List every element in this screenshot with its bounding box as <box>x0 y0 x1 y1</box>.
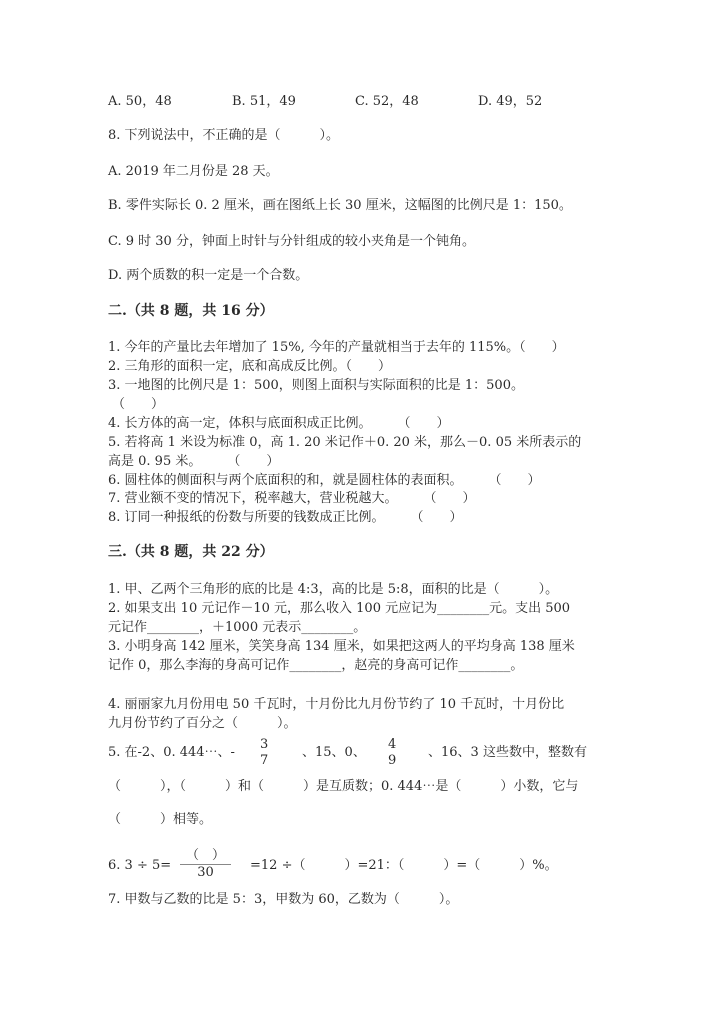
section-3-question-2-line-2: 元记作________，＋1000 元表示________。 <box>108 620 367 635</box>
fraction-numerator: 3 <box>260 737 269 752</box>
option-b: B. 51，49 <box>232 94 296 109</box>
section-2-item-8: 8. 订同一种报纸的份数与所要的钱数成正比例。 （ ） <box>108 510 463 525</box>
section-3-question-7: 7. 甲数与乙数的比是 5：3，甲数为 60，乙数为（ ）。 <box>108 892 459 907</box>
section-3-question-1: 1. 甲、乙两个三角形的底的比是 4:3，高的比是 5:8，面积的比是（ ）。 <box>108 582 559 597</box>
fraction-numerator: 4 <box>388 737 397 752</box>
section-3-question-5-line-3: （ ）相等。 <box>108 812 213 827</box>
question-8-stem: 8. 下列说法中，不正确的是（ ）。 <box>108 128 340 143</box>
question-8-option-c: C. 9 时 30 分，钟面上时针与分针组成的较小夹角是一个钝角。 <box>108 234 475 249</box>
fraction-numerator: （ ） <box>180 848 231 865</box>
question-8-option-d: D. 两个质数的积一定是一个合数。 <box>108 268 309 283</box>
question-8-option-b: B. 零件实际长 0. 2 厘米，画在图纸上长 30 厘米，这幅图的比例尺是 1：150。 <box>108 198 572 213</box>
section-2-item-1: 1. 今年的产量比去年增加了 15%, 今年的产量就相当于去年的 115%。（ ） <box>108 340 565 355</box>
section-2-item-7: 7. 营业额不变的情况下，税率越大，营业税越大。 （ ） <box>108 491 476 506</box>
section-3-question-6-prefix: 6. 3 ÷ 5= <box>108 858 172 873</box>
section-3-question-5-part-3: 、16、3 这些数中，整数有 <box>428 745 587 760</box>
section-3-heading: 三.（共 8 题，共 22 分） <box>108 544 274 560</box>
section-2-item-6: 6. 圆柱体的侧面积与两个底面积的和，就是圆柱体的表面积。 （ ） <box>108 473 541 488</box>
section-2-item-5-cont: 高是 0. 95 米。 （ ） <box>108 454 280 469</box>
fraction-blank-over-30 <box>180 848 231 881</box>
fraction-3-7 <box>260 737 268 769</box>
section-2-item-3: 3. 一地图的比例尺是 1：500，则图上面积与实际面积的比是 1：500。 <box>108 378 524 393</box>
section-2-heading: 二.（共 8 题，共 16 分） <box>108 303 274 319</box>
option-c: C. 52，48 <box>355 94 419 109</box>
fraction-4-9 <box>388 737 396 769</box>
fraction-denominator: 7 <box>260 753 269 768</box>
option-a: A. 50，48 <box>108 94 172 109</box>
section-3-question-5-part-2: 、15、0、 <box>302 745 366 760</box>
section-2-item-3-blank: （ ） <box>112 397 165 412</box>
section-2-item-2: 2. 三角形的面积一定，底和高成反比例。（ ） <box>108 359 392 374</box>
fraction-denominator: 9 <box>388 753 397 768</box>
section-3-question-3-line-2: 记作 0，那么李海的身高可记作________，赵亮的身高可记作________。 <box>108 658 524 673</box>
section-3-question-5-line-2: （ ），（ ）和（ ）是互质数；0. 444⋯是（ ）小数，它与 <box>108 779 579 794</box>
option-d: D. 49，52 <box>478 94 543 109</box>
section-3-question-4-line-1: 4. 丽丽家九月份用电 50 千瓦时，十月份比九月份节约了 10 千瓦时，十月份比 <box>108 697 565 712</box>
section-3-question-3-line-1: 3. 小明身高 142 厘米，笑笑身高 134 厘米，如果把这两人的平均身高 138 厘米 <box>108 639 575 654</box>
section-2-item-4: 4. 长方体的高一定，体积与底面积成正比例。 （ ） <box>108 416 450 431</box>
section-3-question-2-line-1: 2. 如果支出 10 元记作－10 元，那么收入 100 元应记为________元。支出 500 <box>108 601 571 616</box>
section-3-question-5-part-1: 5. 在-2、0. 444⋯、- <box>108 745 235 760</box>
section-2-item-5: 5. 若将高 1 米设为标准 0，高 1. 20 米记作＋0. 20 米，那么－0. 05 米所表示的 <box>108 435 582 450</box>
fraction-denominator: 30 <box>197 865 214 880</box>
question-8-option-a: A. 2019 年二月份是 28 天。 <box>108 164 279 179</box>
section-3-question-6-suffix: =12 ÷（ ）=21：（ ）=（ ）%。 <box>250 858 558 873</box>
section-3-question-4-line-2: 九月份节约了百分之（ ）。 <box>108 716 297 731</box>
